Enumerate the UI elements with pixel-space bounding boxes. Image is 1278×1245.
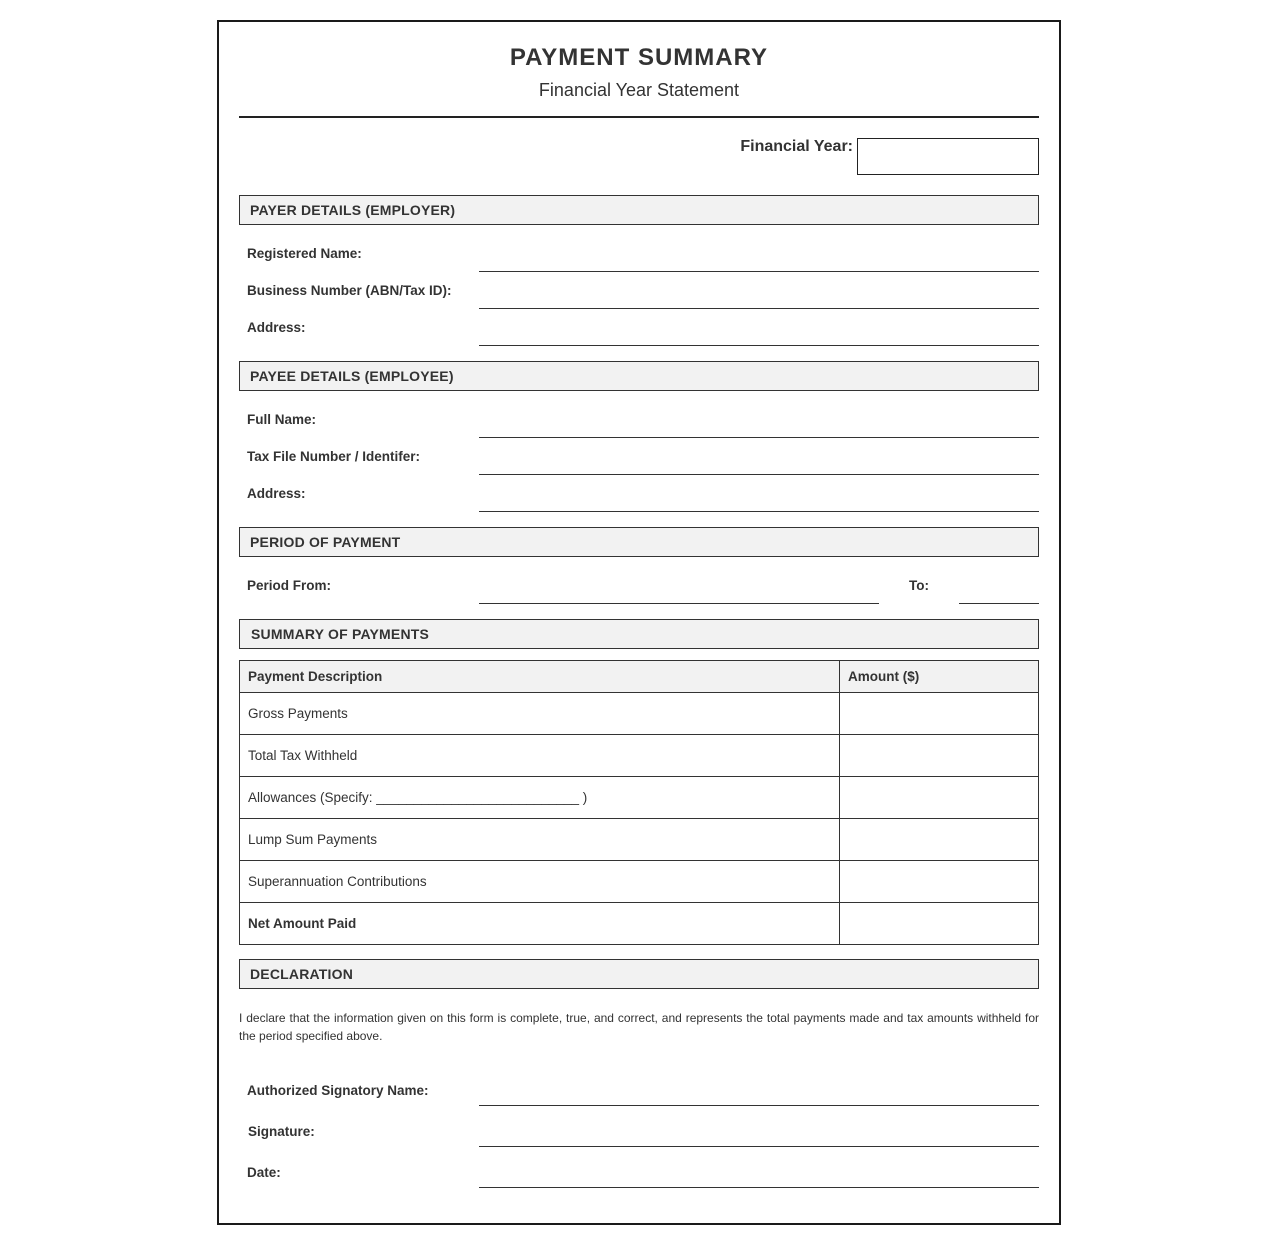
row-description-lump-sum-payments: Lump Sum Payments xyxy=(240,819,840,861)
payee-section-title: PAYEE DETAILS (EMPLOYEE) xyxy=(250,368,454,384)
table-row xyxy=(240,777,1039,819)
column-header-description: Payment Description xyxy=(240,661,840,693)
business-number-label: Business Number (ABN/Tax ID): xyxy=(247,283,452,298)
full-name-field[interactable] xyxy=(479,437,1039,438)
row-amount-lump-sum-payments[interactable] xyxy=(840,819,1039,861)
signatory-name-field[interactable] xyxy=(479,1105,1039,1106)
declaration-text: I declare that the information given on this form is complete, true, and correct, and represents the total payments made and tax amounts withheld for the period specified above. xyxy=(239,1011,1039,1043)
business-number-field[interactable] xyxy=(479,308,1039,309)
period-from-label: Period From: xyxy=(247,578,332,593)
table-row xyxy=(240,861,1039,903)
row-description-superannuation: Superannuation Contributions xyxy=(240,861,840,903)
payer-address-label: Address: xyxy=(247,320,306,335)
table-row xyxy=(240,735,1039,777)
period-section-header xyxy=(239,527,1039,557)
payee-section-header xyxy=(239,361,1039,391)
period-to-label: To: xyxy=(909,578,929,593)
payee-address-field[interactable] xyxy=(479,511,1039,512)
tax-file-number-field[interactable] xyxy=(479,474,1039,475)
form-title: PAYMENT SUMMARY xyxy=(509,44,769,71)
payee-address-label: Address: xyxy=(247,486,306,501)
header-divider xyxy=(239,116,1039,118)
date-label: Date: xyxy=(247,1165,281,1180)
registered-name-field[interactable] xyxy=(479,271,1039,272)
row-amount-allowances[interactable] xyxy=(840,777,1039,819)
row-amount-total-tax-withheld[interactable] xyxy=(840,735,1039,777)
signature-label: Signature: xyxy=(248,1124,315,1139)
table-row xyxy=(240,693,1039,735)
tax-file-number-label: Tax File Number / Identifer: xyxy=(247,449,421,464)
signature-field[interactable] xyxy=(479,1146,1039,1147)
payment-summary-form xyxy=(217,20,1061,1225)
declaration-section-title: DECLARATION xyxy=(250,966,354,982)
summary-section-header xyxy=(239,619,1039,649)
row-description-allowances: Allowances (Specify: ___________________________ ) xyxy=(240,777,840,819)
row-description-total-tax-withheld: Total Tax Withheld xyxy=(240,735,840,777)
table-header-row xyxy=(240,661,1039,693)
table-row xyxy=(240,819,1039,861)
payer-section-title: PAYER DETAILS (EMPLOYER) xyxy=(250,202,456,218)
payer-section-header xyxy=(239,195,1039,225)
period-section-title: PERIOD OF PAYMENT xyxy=(250,534,401,550)
full-name-label: Full Name: xyxy=(247,412,317,427)
period-from-field[interactable] xyxy=(479,603,879,604)
financial-year-field[interactable] xyxy=(857,138,1039,175)
declaration-section-header xyxy=(239,959,1039,989)
row-description-gross-payments: Gross Payments xyxy=(240,693,840,735)
period-to-field[interactable] xyxy=(959,603,1039,604)
row-amount-net-amount-paid[interactable] xyxy=(840,903,1039,945)
row-amount-gross-payments[interactable] xyxy=(840,693,1039,735)
column-header-amount: Amount ($) xyxy=(840,661,1039,693)
signatory-name-label: Authorized Signatory Name: xyxy=(247,1083,429,1098)
date-field[interactable] xyxy=(479,1187,1039,1188)
registered-name-label: Registered Name: xyxy=(247,246,362,261)
financial-year-label: Financial Year: xyxy=(740,138,853,155)
table-row xyxy=(240,903,1039,945)
summary-section-title: SUMMARY OF PAYMENTS xyxy=(251,626,430,642)
row-amount-superannuation[interactable] xyxy=(840,861,1039,903)
form-subtitle: Financial Year Statement xyxy=(538,80,740,100)
row-description-net-amount-paid: Net Amount Paid xyxy=(240,903,840,945)
payments-table xyxy=(239,660,1039,945)
payer-address-field[interactable] xyxy=(479,345,1039,346)
